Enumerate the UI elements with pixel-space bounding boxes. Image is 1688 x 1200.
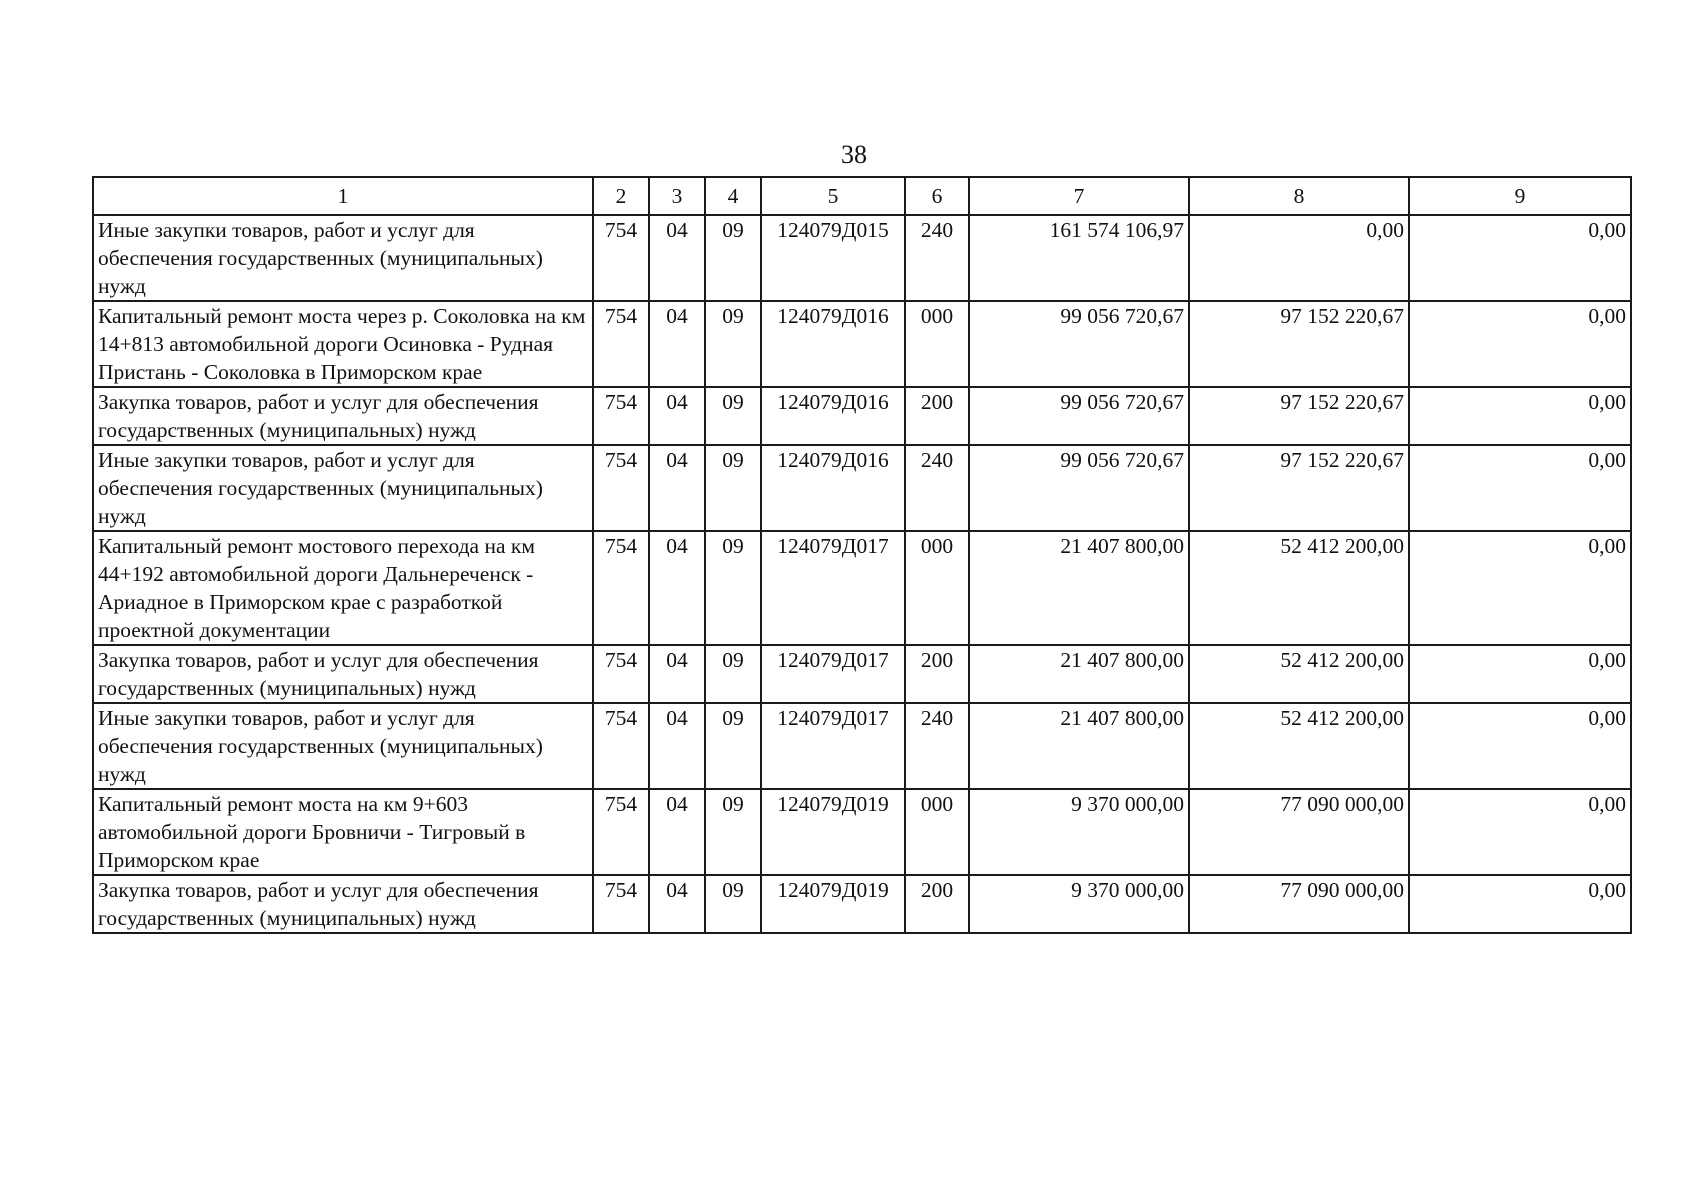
code-expense-type-cell: 000 <box>905 531 969 645</box>
code-subsection-cell: 09 <box>705 645 761 703</box>
row-name-cell: Закупка товаров, работ и услуг для обеспечения государственных (муниципальных) нужд <box>93 645 593 703</box>
amount-col9-cell: 0,00 <box>1409 301 1631 387</box>
table-row <box>93 301 1631 387</box>
amount-col7-cell: 9 370 000,00 <box>969 789 1189 875</box>
code-expense-type-cell: 200 <box>905 875 969 933</box>
header-cell-4: 4 <box>705 177 761 215</box>
table-body <box>93 215 1631 933</box>
table-row <box>93 875 1631 933</box>
code-target-cell: 124079Д017 <box>761 531 905 645</box>
amount-col8-cell: 97 152 220,67 <box>1189 301 1409 387</box>
code-subsection-cell: 09 <box>705 301 761 387</box>
code-expense-type-cell: 240 <box>905 445 969 531</box>
amount-col7-cell: 21 407 800,00 <box>969 531 1189 645</box>
amount-col8-cell: 97 152 220,67 <box>1189 387 1409 445</box>
amount-col9-cell: 0,00 <box>1409 645 1631 703</box>
header-cell-2: 2 <box>593 177 649 215</box>
header-row <box>93 177 1631 215</box>
header-cell-3: 3 <box>649 177 705 215</box>
code-admin-cell: 754 <box>593 387 649 445</box>
code-section-cell: 04 <box>649 301 705 387</box>
code-admin-cell: 754 <box>593 703 649 789</box>
amount-col8-cell: 52 412 200,00 <box>1189 703 1409 789</box>
code-section-cell: 04 <box>649 215 705 301</box>
amount-col9-cell: 0,00 <box>1409 215 1631 301</box>
row-name-cell: Закупка товаров, работ и услуг для обеспечения государственных (муниципальных) нужд <box>93 387 593 445</box>
code-admin-cell: 754 <box>593 789 649 875</box>
row-name-cell: Капитальный ремонт моста через р. Соколовка на км 14+813 автомобильной дороги Осиновка - Рудная Пристань - Соколовка в Приморском крае <box>93 301 593 387</box>
code-admin-cell: 754 <box>593 301 649 387</box>
code-subsection-cell: 09 <box>705 703 761 789</box>
amount-col8-cell: 77 090 000,00 <box>1189 789 1409 875</box>
amount-col8-cell: 97 152 220,67 <box>1189 445 1409 531</box>
row-name-cell: Капитальный ремонт мостового перехода на км 44+192 автомобильной дороги Дальнереченск - Ариадное в Приморском крае с разработкой проектной документации <box>93 531 593 645</box>
code-expense-type-cell: 240 <box>905 215 969 301</box>
code-expense-type-cell: 240 <box>905 703 969 789</box>
code-subsection-cell: 09 <box>705 789 761 875</box>
amount-col9-cell: 0,00 <box>1409 703 1631 789</box>
code-target-cell: 124079Д017 <box>761 703 905 789</box>
code-subsection-cell: 09 <box>705 531 761 645</box>
code-admin-cell: 754 <box>593 215 649 301</box>
row-name-cell: Закупка товаров, работ и услуг для обеспечения государственных (муниципальных) нужд <box>93 875 593 933</box>
amount-col8-cell: 77 090 000,00 <box>1189 875 1409 933</box>
table-row <box>93 215 1631 301</box>
code-subsection-cell: 09 <box>705 875 761 933</box>
amount-col9-cell: 0,00 <box>1409 875 1631 933</box>
code-expense-type-cell: 000 <box>905 301 969 387</box>
budget-table <box>92 176 1632 934</box>
code-section-cell: 04 <box>649 645 705 703</box>
code-target-cell: 124079Д019 <box>761 789 905 875</box>
header-cell-6: 6 <box>905 177 969 215</box>
code-target-cell: 124079Д019 <box>761 875 905 933</box>
amount-col7-cell: 99 056 720,67 <box>969 445 1189 531</box>
code-admin-cell: 754 <box>593 445 649 531</box>
code-target-cell: 124079Д015 <box>761 215 905 301</box>
table-header <box>93 177 1631 215</box>
code-section-cell: 04 <box>649 531 705 645</box>
code-section-cell: 04 <box>649 445 705 531</box>
code-target-cell: 124079Д016 <box>761 445 905 531</box>
header-cell-1: 1 <box>93 177 593 215</box>
code-subsection-cell: 09 <box>705 215 761 301</box>
row-name-cell: Иные закупки товаров, работ и услуг для обеспечения государственных (муниципальных) нужд <box>93 445 593 531</box>
code-subsection-cell: 09 <box>705 445 761 531</box>
header-cell-9: 9 <box>1409 177 1631 215</box>
code-section-cell: 04 <box>649 789 705 875</box>
code-admin-cell: 754 <box>593 645 649 703</box>
header-cell-8: 8 <box>1189 177 1409 215</box>
code-expense-type-cell: 000 <box>905 789 969 875</box>
amount-col9-cell: 0,00 <box>1409 789 1631 875</box>
amount-col7-cell: 99 056 720,67 <box>969 301 1189 387</box>
amount-col7-cell: 9 370 000,00 <box>969 875 1189 933</box>
table-row <box>93 387 1631 445</box>
code-expense-type-cell: 200 <box>905 387 969 445</box>
row-name-cell: Иные закупки товаров, работ и услуг для обеспечения государственных (муниципальных) нужд <box>93 215 593 301</box>
code-target-cell: 124079Д016 <box>761 301 905 387</box>
amount-col8-cell: 52 412 200,00 <box>1189 531 1409 645</box>
code-target-cell: 124079Д017 <box>761 645 905 703</box>
header-cell-5: 5 <box>761 177 905 215</box>
code-section-cell: 04 <box>649 387 705 445</box>
amount-col7-cell: 99 056 720,67 <box>969 387 1189 445</box>
amount-col8-cell: 0,00 <box>1189 215 1409 301</box>
table-row <box>93 531 1631 645</box>
code-section-cell: 04 <box>649 703 705 789</box>
amount-col7-cell: 21 407 800,00 <box>969 703 1189 789</box>
row-name-cell: Иные закупки товаров, работ и услуг для обеспечения государственных (муниципальных) нужд <box>93 703 593 789</box>
table-row <box>93 445 1631 531</box>
code-target-cell: 124079Д016 <box>761 387 905 445</box>
amount-col9-cell: 0,00 <box>1409 531 1631 645</box>
row-name-cell: Капитальный ремонт моста на км 9+603 автомобильной дороги Бровничи - Тигровый в Приморском крае <box>93 789 593 875</box>
table-row <box>93 645 1631 703</box>
code-section-cell: 04 <box>649 875 705 933</box>
code-subsection-cell: 09 <box>705 387 761 445</box>
amount-col7-cell: 21 407 800,00 <box>969 645 1189 703</box>
header-cell-7: 7 <box>969 177 1189 215</box>
code-admin-cell: 754 <box>593 531 649 645</box>
code-admin-cell: 754 <box>593 875 649 933</box>
amount-col7-cell: 161 574 106,97 <box>969 215 1189 301</box>
table-row <box>93 703 1631 789</box>
amount-col9-cell: 0,00 <box>1409 445 1631 531</box>
page-number: 38 <box>841 140 867 169</box>
amount-col8-cell: 52 412 200,00 <box>1189 645 1409 703</box>
amount-col9-cell: 0,00 <box>1409 387 1631 445</box>
code-expense-type-cell: 200 <box>905 645 969 703</box>
table-row <box>93 789 1631 875</box>
